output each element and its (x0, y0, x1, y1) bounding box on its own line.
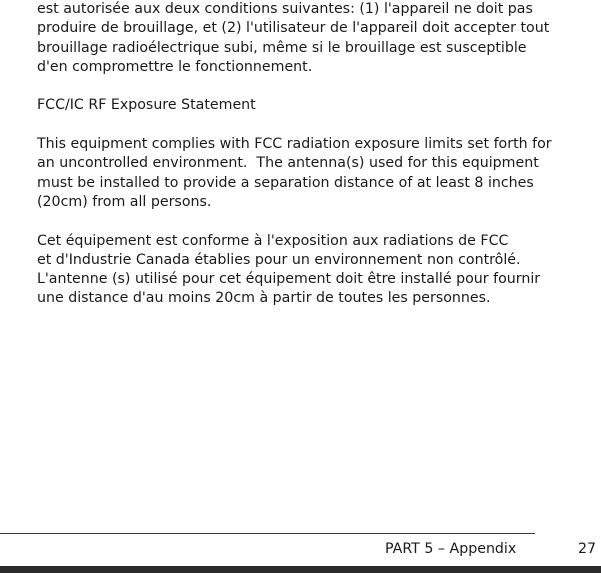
text-line: brouillage radioélectrique subi, même si le brouillage est susceptible (37, 39, 527, 56)
text-line: une distance d'au moins 20cm à partir de toutes les personnes. (37, 290, 491, 307)
text-line: est autorisée aux deux conditions suivantes: (1) l'appareil ne doit pas (37, 1, 533, 17)
text-line: produire de brouillage, et (2) l'utilisateur de l'appareil doit accepter tout (37, 20, 550, 37)
text-line: L'antenne (s) utilisé pour cet équipement doit être installé pour fournir (37, 271, 541, 288)
ic-french-continuation-paragraph (37, 0, 593, 77)
page-body (37, 0, 593, 309)
text-line: Cet équipement est conforme à l'exposition aux radiations de FCC (37, 232, 509, 249)
rf-exposure-heading: FCC/IC RF Exposure Statement (37, 97, 256, 114)
bottom-band (0, 566, 601, 573)
page-number: 27 (578, 541, 597, 557)
text-line: an uncontrolled environment. The antenna(s) used for this equipment (37, 155, 539, 172)
text-line: et d'Industrie Canada établies pour un environnement non contrôlé. (37, 251, 521, 268)
footer-section-title: PART 5 – Appendix (385, 541, 517, 557)
text-line: d'en compromettre le fonctionnement. (37, 58, 313, 75)
text-line: must be installed to provide a separation distance of at least 8 inches (37, 174, 534, 191)
footer-divider (0, 533, 535, 534)
rf-exposure-french-paragraph (37, 232, 593, 309)
text-line: (20cm) from all persons. (37, 193, 212, 210)
text-line: This equipment complies with FCC radiation exposure limits set forth for (37, 136, 552, 153)
rf-exposure-english-paragraph (37, 135, 593, 212)
